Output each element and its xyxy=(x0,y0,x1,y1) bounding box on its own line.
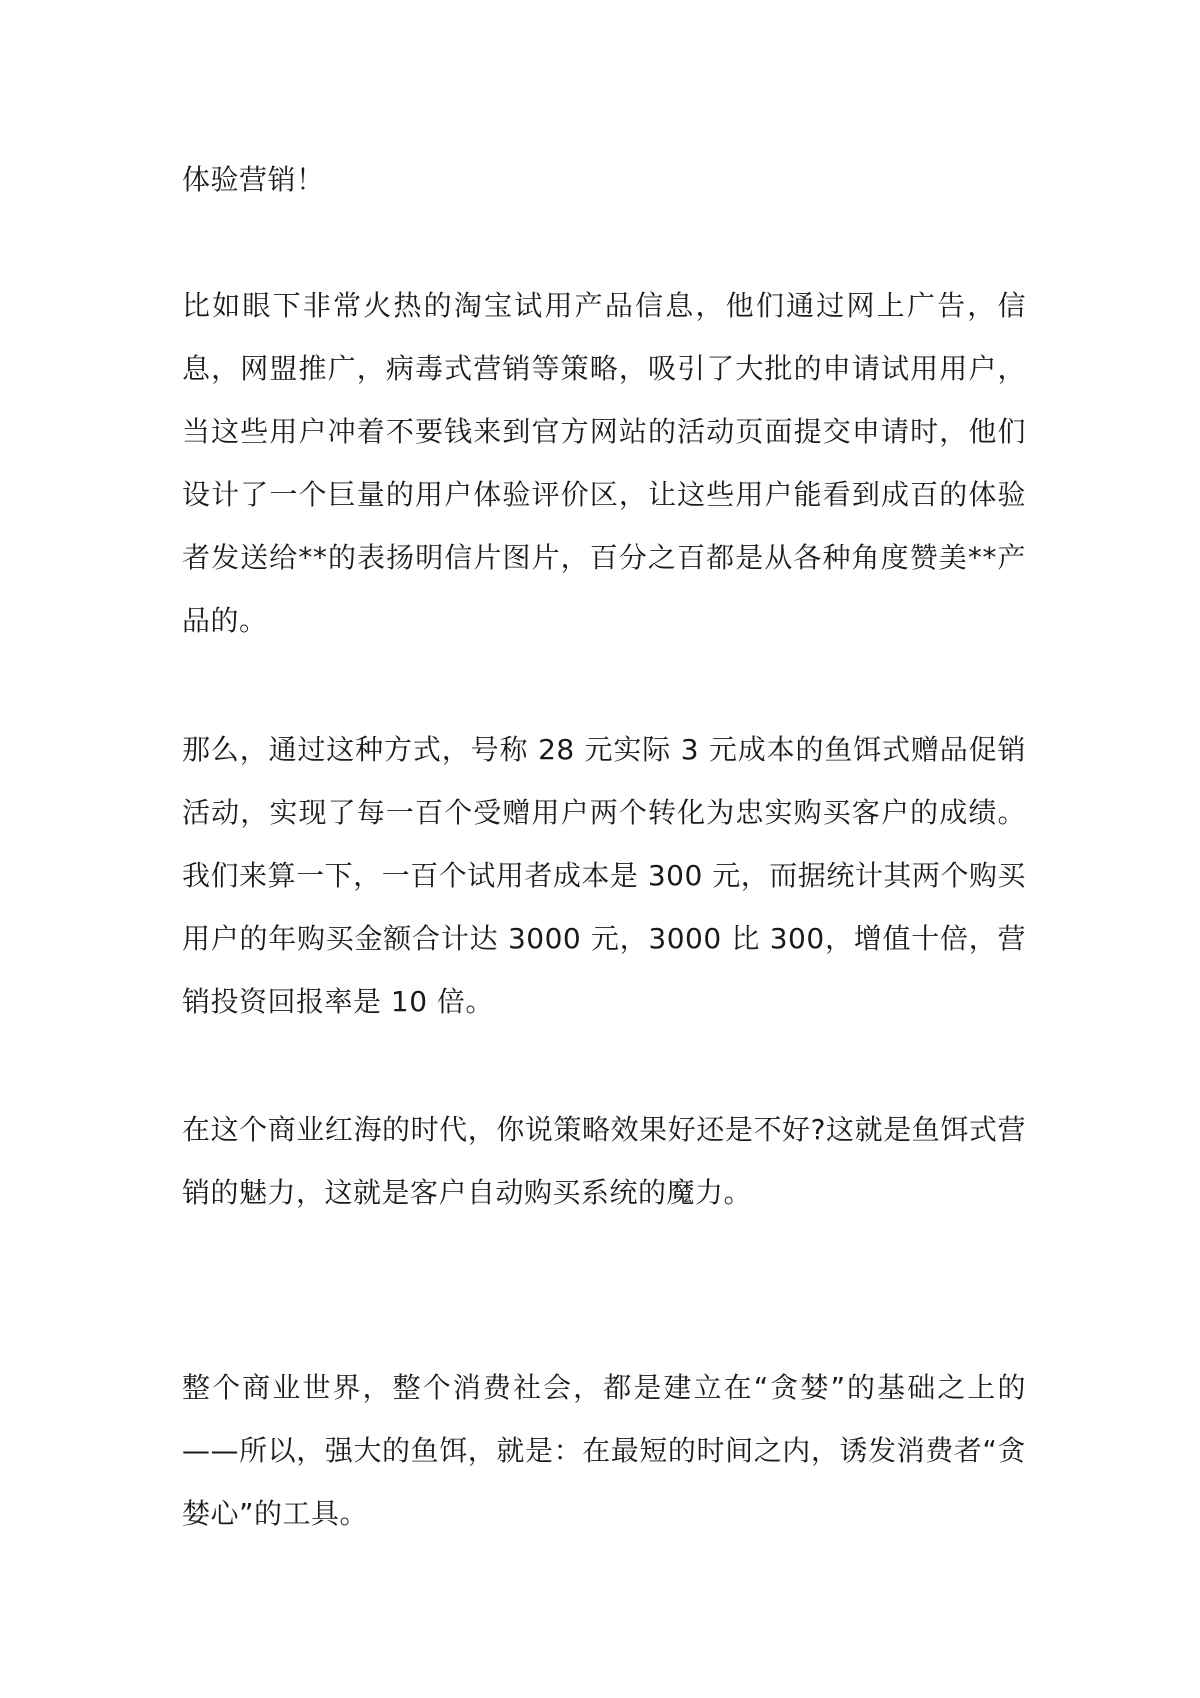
section-heading: 体验营销！ xyxy=(182,163,325,196)
paragraph-greed-conclusion: 整个商业世界，整个消费社会，都是建立在“贪婪”的基础之上的——所以，强大的鱼饵，就是：在最短的时间之内，诱发消费者“贪婪心”的工具。 xyxy=(182,1371,1026,1530)
paragraph-trial-example: 比如眼下非常火热的淘宝试用产品信息，他们通过网上广告，信息，网盟推广，病毒式营销等策略，吸引了大批的申请试用用户，当这些用户冲着不要钱来到官方网站的活动页面提交申请时，他们设计了一个巨量的用户体验评价区，让这些用户能看到成百的体验者发送给**的表扬明信片图片，百分之百都是从各种角度赞美**产品的。 xyxy=(182,289,1026,637)
paragraph-roi-calculation: 那么，通过这种方式，号称 28 元实际 3 元成本的鱼饵式赠品促销活动，实现了每一百个受赠用户两个转化为忠实购买客户的成绩。我们来算一下，一百个试用者成本是 300 元，而据统计其两个购买用户的年购买金额合计达 3000 元，3000 比 300，增值十倍，营销投资回报率是 10 倍。 xyxy=(182,733,1026,1018)
paragraph-bait-marketing: 在这个商业红海的时代，你说策略效果好还是不好?这就是鱼饵式营销的魅力，这就是客户自动购买系统的魔力。 xyxy=(182,1113,1026,1209)
